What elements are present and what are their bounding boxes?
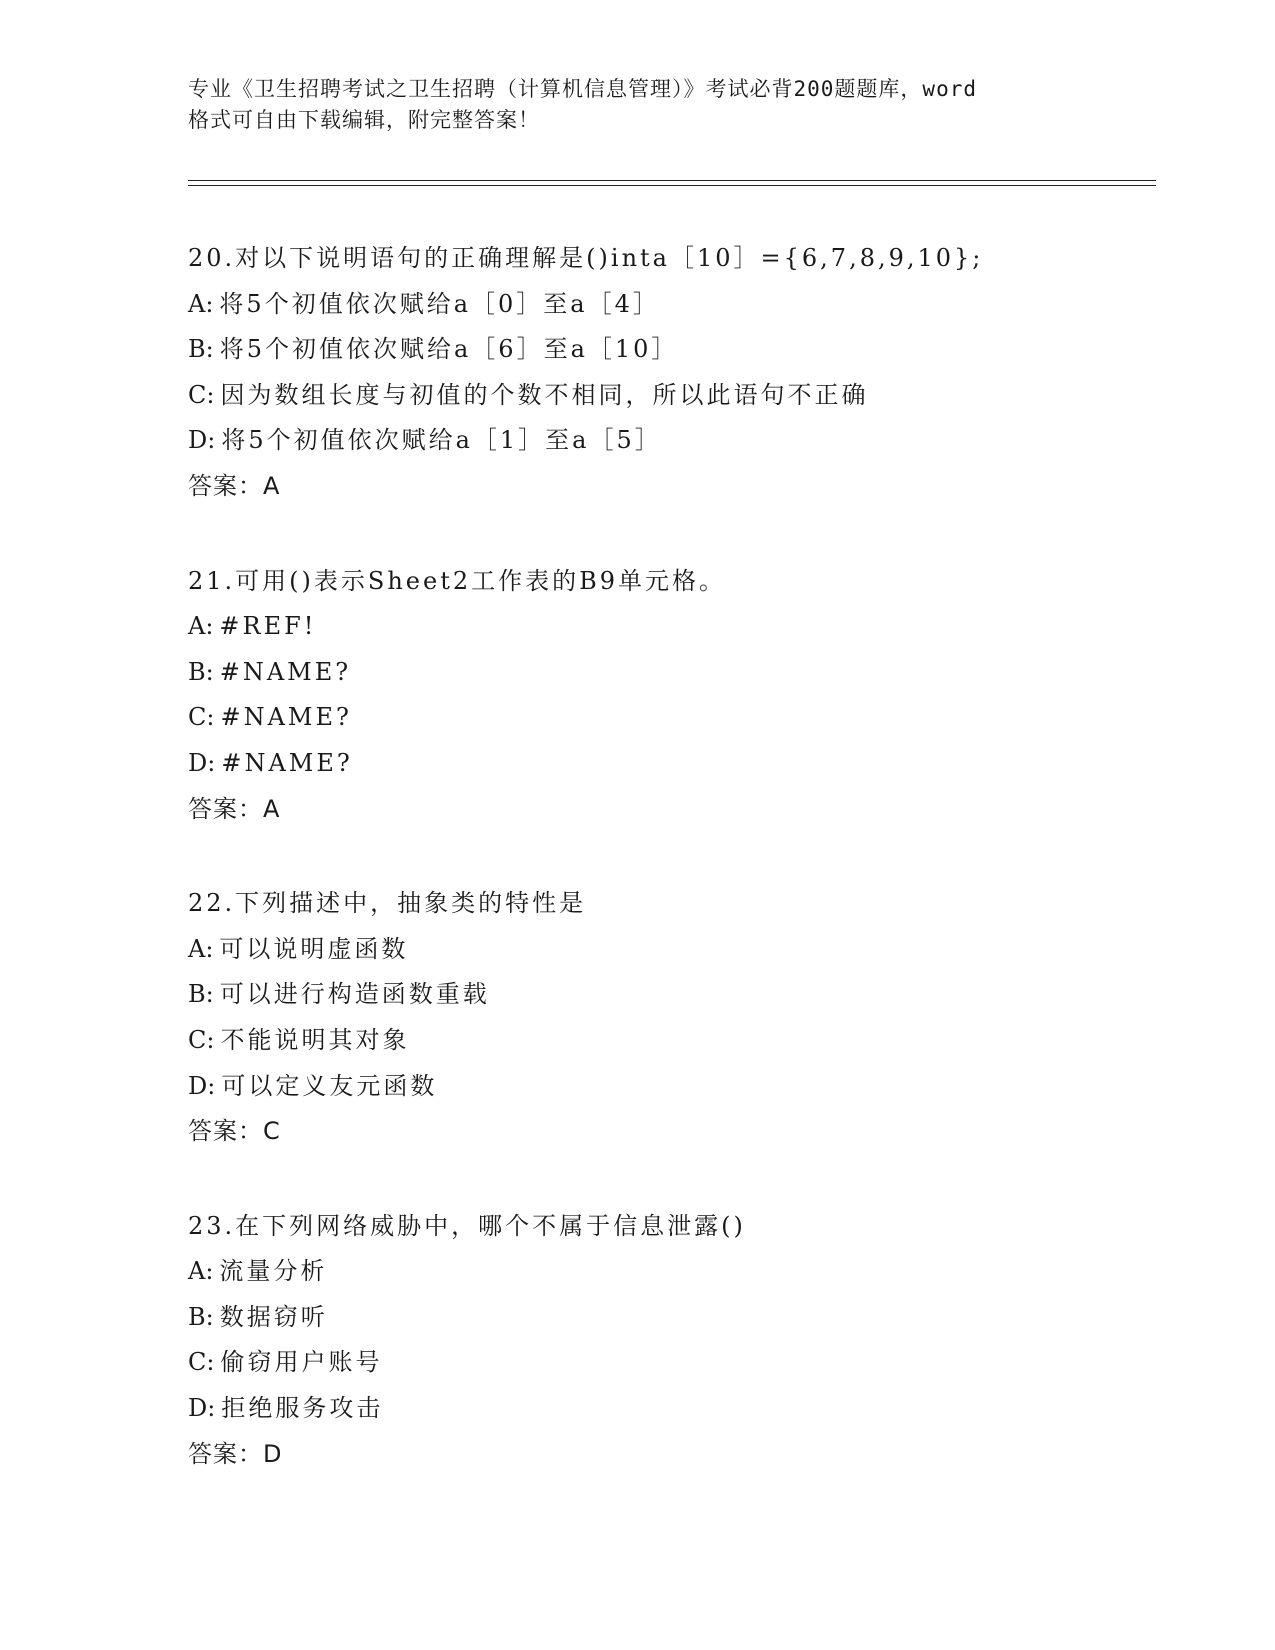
option-text: 拒绝服务攻击 (221, 1394, 384, 1423)
option-label: C: (188, 703, 215, 732)
question-stem: 20.对以下说明语句的正确理解是()inta［10］={6,7,8,9,10}; (188, 244, 984, 272)
option-label: A: (188, 1257, 214, 1286)
option-text: 因为数组长度与初值的个数不相同，所以此语句不正确 (220, 380, 869, 409)
option-b (188, 327, 1148, 373)
option-b (188, 1295, 1148, 1341)
question-stem: 22.下列描述中，抽象类的特性是 (188, 889, 587, 918)
option-text: 可以定义友元函数 (221, 1071, 438, 1100)
option-label: D: (188, 748, 216, 777)
option-d (188, 1386, 1148, 1432)
answer-line: 答案：A (188, 794, 281, 823)
question-21 (188, 559, 1148, 833)
option-text: #NAME? (220, 703, 352, 732)
question-22 (188, 881, 1148, 1155)
option-c (188, 1340, 1148, 1386)
document-header (188, 74, 1088, 136)
option-c (188, 373, 1148, 419)
option-text: 可以说明虚函数 (219, 934, 409, 963)
option-a (188, 927, 1148, 973)
option-text: 不能说明其对象 (220, 1025, 410, 1054)
option-label: B: (188, 980, 214, 1009)
option-a (188, 1249, 1148, 1295)
option-label: D: (188, 1071, 216, 1100)
option-label: C: (188, 1348, 215, 1377)
answer-line: 答案：A (188, 471, 281, 500)
option-label: D: (188, 426, 216, 455)
option-label: C: (188, 380, 215, 409)
answer-line: 答案：C (188, 1117, 281, 1146)
option-c (188, 695, 1148, 741)
question-stem: 23.在下列网络威胁中，哪个不属于信息泄露() (188, 1211, 746, 1240)
option-text: 流量分析 (219, 1257, 328, 1286)
header-divider-top (188, 180, 1156, 181)
option-b (188, 650, 1148, 696)
header-line-1: 专业《卫生招聘考试之卫生招聘（计算机信息管理）》考试必背200题题库，word (188, 77, 977, 101)
option-label: A: (188, 289, 214, 318)
option-label: D: (188, 1394, 216, 1423)
option-text: #REF! (219, 612, 317, 641)
option-d (188, 418, 1148, 464)
option-text: 可以进行构造函数重载 (219, 980, 490, 1009)
option-text: #NAME? (221, 748, 353, 777)
option-text: 将5个初值依次赋给a［0］至a［4］ (219, 289, 660, 318)
header-line-2: 格式可自由下载编辑，附完整答案！ (188, 108, 540, 132)
question-list (188, 236, 1148, 1526)
question-stem: 21.可用()表示Sheet2工作表的B9单元格。 (188, 566, 727, 595)
question-23 (188, 1204, 1148, 1478)
option-d (188, 741, 1148, 787)
option-label: B: (188, 657, 214, 686)
option-a (188, 604, 1148, 650)
question-20 (188, 236, 1148, 510)
answer-line: 答案：D (188, 1439, 283, 1468)
option-text: 将5个初值依次赋给a［6］至a［10］ (219, 335, 679, 364)
option-c (188, 1018, 1148, 1064)
header-divider-bottom (188, 185, 1156, 186)
option-label: C: (188, 1025, 215, 1054)
option-a (188, 282, 1148, 328)
option-label: A: (188, 934, 214, 963)
option-d (188, 1064, 1148, 1110)
option-text: 偷窃用户账号 (220, 1348, 383, 1377)
option-label: B: (188, 1302, 214, 1331)
option-b (188, 972, 1148, 1018)
option-text: 数据窃听 (219, 1302, 328, 1331)
option-text: 将5个初值依次赋给a［1］至a［5］ (221, 426, 662, 455)
option-text: #NAME? (219, 657, 352, 686)
option-label: B: (188, 335, 214, 364)
option-label: A: (188, 612, 214, 641)
